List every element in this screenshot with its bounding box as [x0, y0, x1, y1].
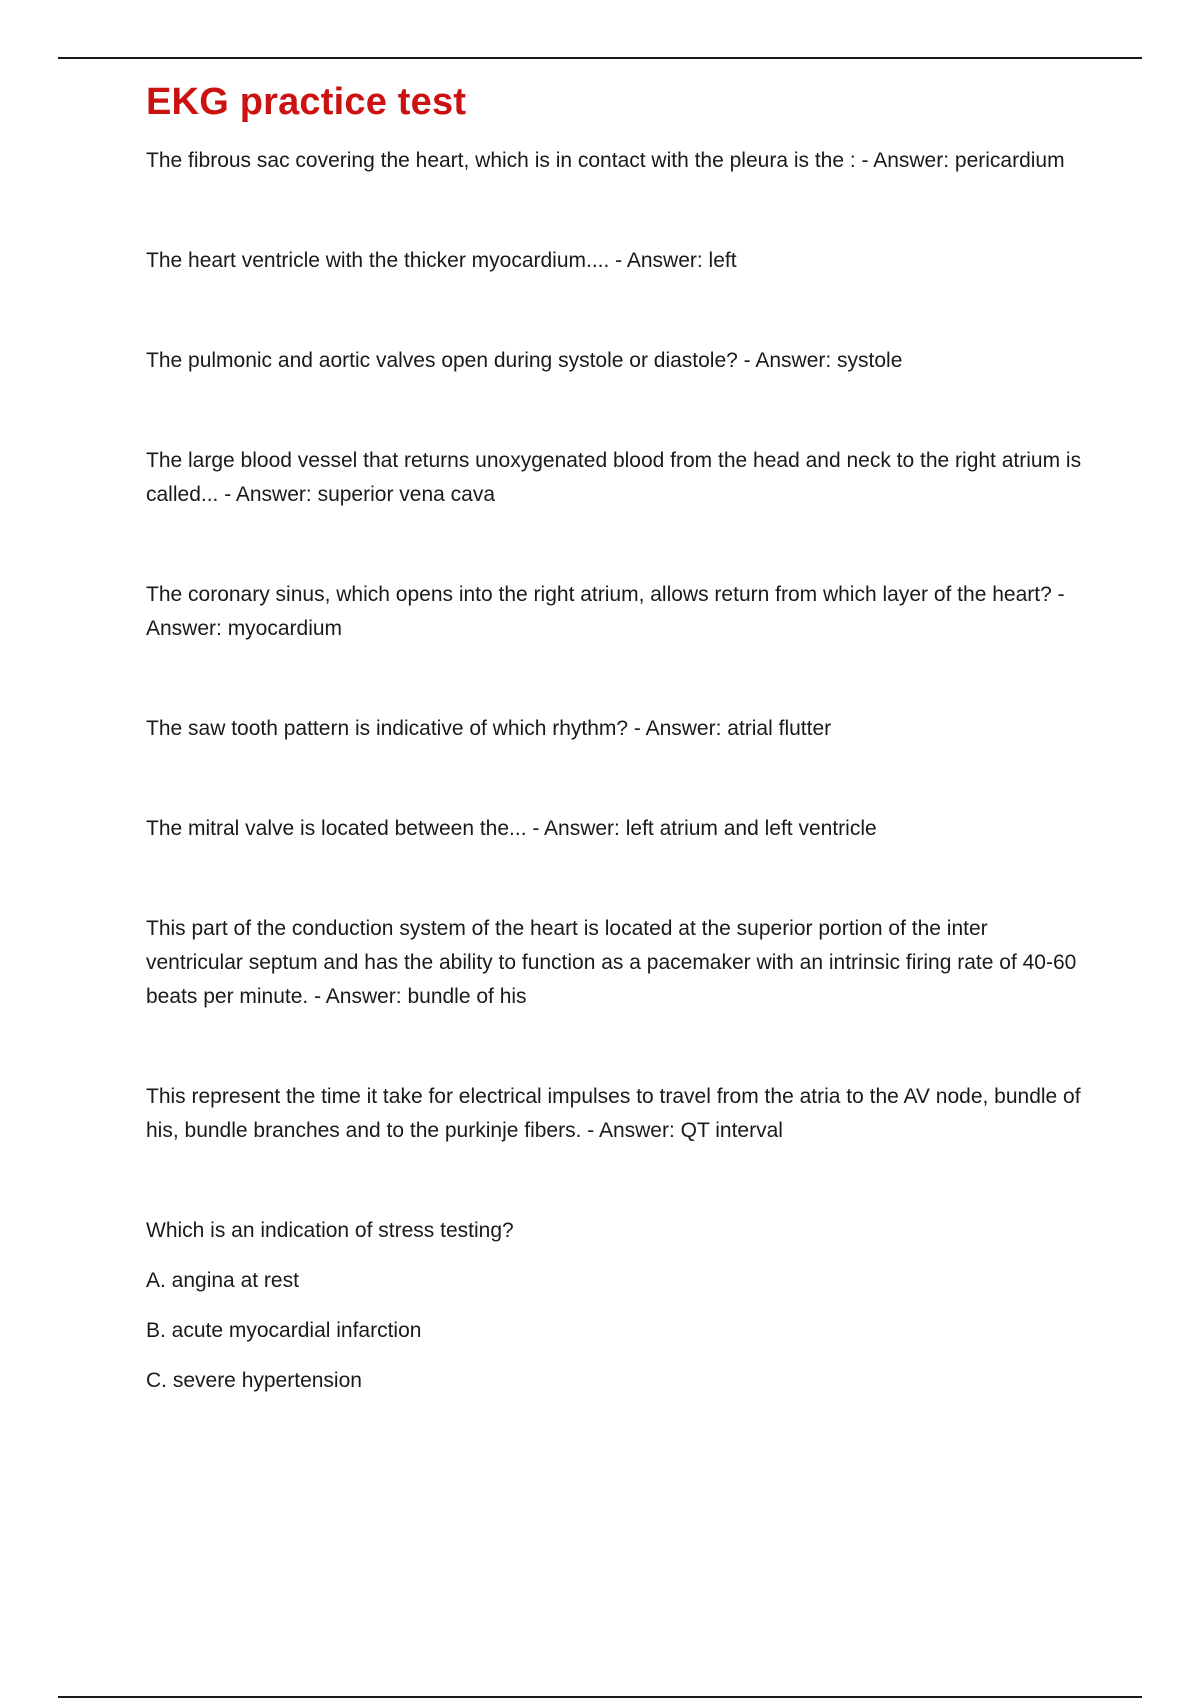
- qa-item: This part of the conduction system of the heart is located at the superior portion of the inter ventricular septum and has the ability to function as a pacemaker with an intrinsic firing rate of 40-60 beats per minute. - Answer: bundle of his: [146, 917, 1077, 1008]
- bottom-rule: [58, 1696, 1142, 1698]
- option-a: A. angina at rest: [146, 1269, 299, 1292]
- qa-item: The saw tooth pattern is indicative of which rhythm? - Answer: atrial flutter: [146, 717, 832, 740]
- option-b: B. acute myocardial infarction: [146, 1319, 422, 1342]
- qa-item: The fibrous sac covering the heart, which is in contact with the pleura is the : - Answer: pericardium: [146, 149, 1065, 172]
- qa-item: The large blood vessel that returns unoxygenated blood from the head and neck to the right atrium is called... - Answer: superior vena cava: [146, 449, 1082, 506]
- top-rule: [58, 57, 1142, 59]
- question-text: Which is an indication of stress testing?: [146, 1219, 514, 1242]
- document-title: EKG practice test: [146, 81, 467, 123]
- page-content: [146, 74, 1086, 1398]
- qa-item: The mitral valve is located between the... - Answer: left atrium and left ventricle: [146, 817, 877, 840]
- qa-item: The coronary sinus, which opens into the right atrium, allows return from which layer of the heart? - Answer: myocardium: [146, 583, 1065, 640]
- option-c: C. severe hypertension: [146, 1369, 362, 1392]
- qa-item: The heart ventricle with the thicker myocardium.... - Answer: left: [146, 249, 737, 272]
- qa-item: This represent the time it take for electrical impulses to travel from the atria to the AV node, bundle of his, bundle branches and to the purkinje fibers. - Answer: QT interval: [146, 1085, 1081, 1142]
- qa-item: The pulmonic and aortic valves open during systole or diastole? - Answer: systole: [146, 349, 903, 372]
